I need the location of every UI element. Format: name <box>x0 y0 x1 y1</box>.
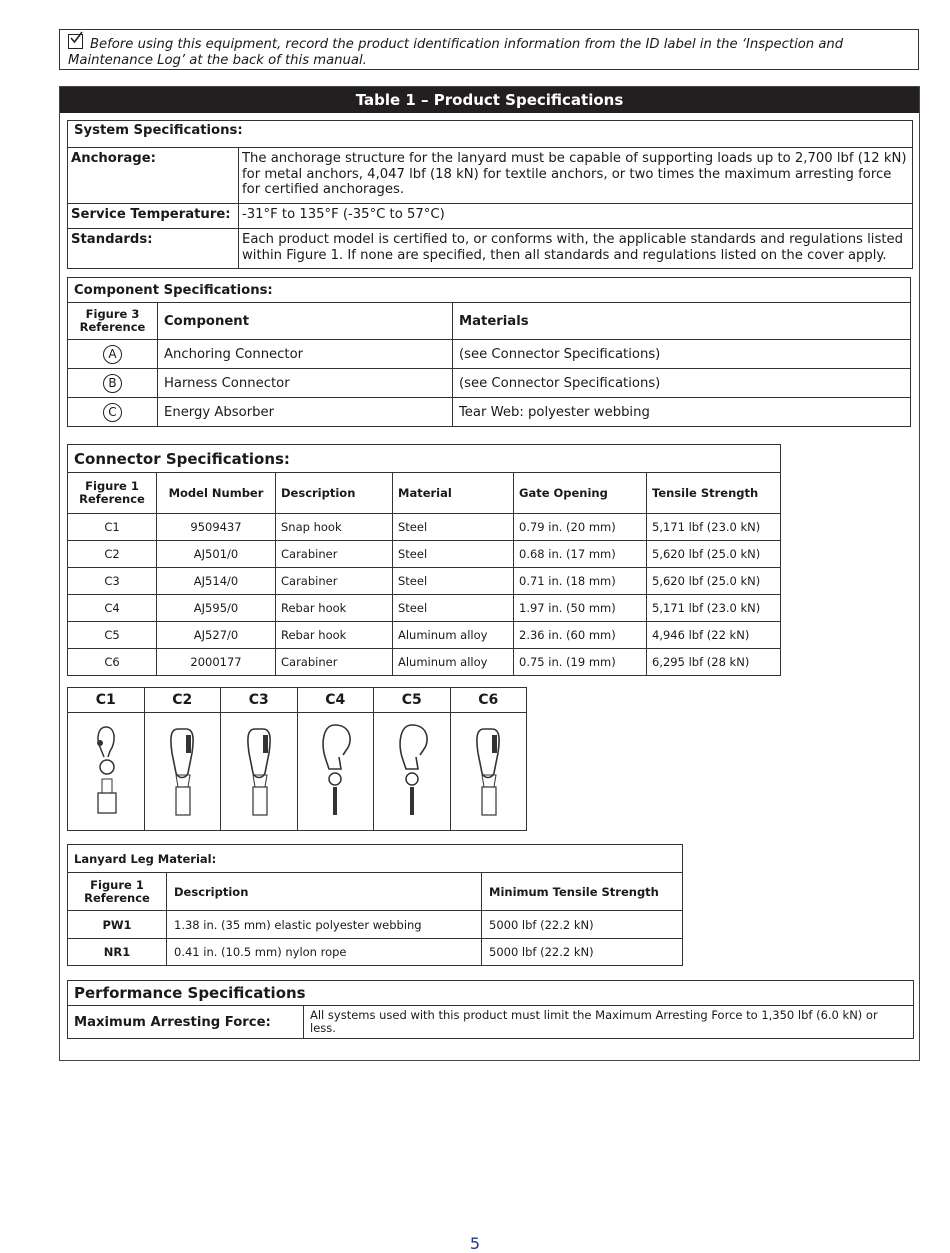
connector-image-cell <box>144 713 221 831</box>
pre-use-note <box>59 29 919 70</box>
connector-image-cell <box>68 713 145 831</box>
connector-image-label: C2 <box>144 688 221 713</box>
table-row <box>68 148 913 204</box>
rebar-hook-icon <box>382 717 442 822</box>
gate-opening-cell: 0.79 in. (20 mm) <box>514 514 647 541</box>
row-value: -31°F to 135°F (-35°C to 57°C) <box>239 204 913 229</box>
table-row <box>68 514 781 541</box>
table-row <box>68 939 683 966</box>
gate-opening-cell: 0.75 in. (19 mm) <box>514 649 647 676</box>
model-number-cell: AJ595/0 <box>157 595 276 622</box>
gate-opening-cell: 1.97 in. (50 mm) <box>514 595 647 622</box>
carabiner-icon <box>458 717 518 822</box>
table-row <box>68 595 781 622</box>
table-row <box>68 568 781 595</box>
model-number-cell: AJ501/0 <box>157 541 276 568</box>
product-specifications-panel <box>59 86 920 1061</box>
connector-image-cell <box>374 713 451 831</box>
column-header: Figure 1 Reference <box>68 873 167 911</box>
reference-cell <box>68 369 158 398</box>
row-label: Standards: <box>68 229 239 269</box>
gate-opening-cell: 2.36 in. (60 mm) <box>514 622 647 649</box>
table-title: Table 1 – Product Specifications <box>60 87 919 113</box>
material-cell: Aluminum alloy <box>393 649 514 676</box>
column-header: Description <box>167 873 482 911</box>
column-header: Figure 1 Reference <box>68 473 157 514</box>
tensile-strength-cell: 5,171 lbf (23.0 kN) <box>647 514 781 541</box>
column-header: Component <box>158 303 453 340</box>
page-number: 5 <box>469 1234 481 1253</box>
connector-specifications-table <box>67 444 781 676</box>
row-value: The anchorage structure for the lanyard must be capable of supporting loads up to 2,700 lbf (12 kN) for metal anchors, 4,047 lbf (18 kN) for textile anchors, or two times the maximum arresting force for certified anchorages. <box>239 148 913 204</box>
lanyard-leg-material-title: Lanyard Leg Material: <box>68 845 683 873</box>
connector-images-table <box>67 687 527 831</box>
material-cell: Aluminum alloy <box>393 622 514 649</box>
strength-cell: 5000 lbf (22.2 kN) <box>482 939 683 966</box>
snap-hook-icon <box>76 717 136 822</box>
table-row <box>68 1006 914 1039</box>
component-specifications-title: Component Specifications: <box>68 278 911 303</box>
material-cell: (see Connector Specifications) <box>453 369 911 398</box>
tensile-strength-cell: 5,620 lbf (25.0 kN) <box>647 541 781 568</box>
component-cell: Harness Connector <box>158 369 453 398</box>
model-number-cell: AJ527/0 <box>157 622 276 649</box>
image-labels-row <box>68 688 527 713</box>
performance-specifications-title: Performance Specifications <box>68 981 914 1006</box>
table-row <box>68 369 911 398</box>
tensile-strength-cell: 4,946 lbf (22 kN) <box>647 622 781 649</box>
rebar-hook-icon <box>305 717 365 822</box>
tensile-strength-cell: 5,620 lbf (25.0 kN) <box>647 568 781 595</box>
description-cell: Carabiner <box>276 649 393 676</box>
model-number-cell: AJ514/0 <box>157 568 276 595</box>
table-row <box>68 541 781 568</box>
reference-cell: C4 <box>68 595 157 622</box>
reference-cell: C6 <box>68 649 157 676</box>
table-header-row <box>68 473 781 514</box>
table-row <box>68 398 911 427</box>
model-number-cell: 2000177 <box>157 649 276 676</box>
pre-use-note-text: Before using this equipment, record the product identification information from the ID label in the ‘Inspection and Maintenance Log’ at the back of this manual. <box>68 37 844 68</box>
material-cell: Steel <box>393 595 514 622</box>
connector-image-cell <box>221 713 298 831</box>
reference-cell: PW1 <box>68 911 167 939</box>
connector-image-label: C4 <box>297 688 374 713</box>
reference-cell: NR1 <box>68 939 167 966</box>
description-cell: Rebar hook <box>276 595 393 622</box>
reference-cell: C1 <box>68 514 157 541</box>
material-cell: Tear Web: polyester webbing <box>453 398 911 427</box>
gate-opening-cell: 0.71 in. (18 mm) <box>514 568 647 595</box>
table-row <box>68 622 781 649</box>
connector-image-label: C1 <box>68 688 145 713</box>
table-row <box>68 204 913 229</box>
row-label: Anchorage: <box>68 148 239 204</box>
performance-specifications-table <box>67 980 914 1039</box>
table-row <box>68 649 781 676</box>
connector-image-label: C5 <box>374 688 451 713</box>
checkbox-icon <box>68 34 83 49</box>
row-value: Each product model is certified to, or conforms with, the applicable standards and regulations listed within Figure 1. If none are specified, then all standards and regulations listed on the cover apply. <box>239 229 913 269</box>
connector-image-cell <box>297 713 374 831</box>
description-cell: 1.38 in. (35 mm) elastic polyester webbing <box>167 911 482 939</box>
material-cell: Steel <box>393 514 514 541</box>
row-label: Maximum Arresting Force: <box>68 1006 304 1039</box>
description-cell: Carabiner <box>276 568 393 595</box>
column-header: Materials <box>453 303 911 340</box>
tensile-strength-cell: 5,171 lbf (23.0 kN) <box>647 595 781 622</box>
column-header: Figure 3 Reference <box>68 303 158 340</box>
reference-cell: C2 <box>68 541 157 568</box>
component-cell: Anchoring Connector <box>158 340 453 369</box>
carabiner-icon <box>229 717 289 822</box>
system-specifications-table <box>67 120 913 269</box>
row-value: All systems used with this product must limit the Maximum Arresting Force to 1,350 lbf (6.0 kN) or less. <box>304 1006 914 1039</box>
description-cell: Carabiner <box>276 541 393 568</box>
gate-opening-cell: 0.68 in. (17 mm) <box>514 541 647 568</box>
column-header: Tensile Strength <box>647 473 781 514</box>
column-header: Material <box>393 473 514 514</box>
table-header-row <box>68 303 911 340</box>
circled-reference: A <box>103 345 122 364</box>
material-cell: Steel <box>393 568 514 595</box>
description-cell: 0.41 in. (10.5 mm) nylon rope <box>167 939 482 966</box>
connector-image-label: C3 <box>221 688 298 713</box>
column-header: Gate Opening <box>514 473 647 514</box>
connector-specifications-title: Connector Specifications: <box>68 445 781 473</box>
carabiner-icon <box>152 717 212 822</box>
table-header-row <box>68 873 683 911</box>
table-row <box>68 229 913 269</box>
reference-cell: C3 <box>68 568 157 595</box>
description-cell: Snap hook <box>276 514 393 541</box>
image-row <box>68 713 527 831</box>
system-specifications-title: System Specifications: <box>68 121 913 148</box>
table-row <box>68 911 683 939</box>
description-cell: Rebar hook <box>276 622 393 649</box>
connector-image-label: C6 <box>450 688 527 713</box>
model-number-cell: 9509437 <box>157 514 276 541</box>
column-header: Description <box>276 473 393 514</box>
tensile-strength-cell: 6,295 lbf (28 kN) <box>647 649 781 676</box>
material-cell: (see Connector Specifications) <box>453 340 911 369</box>
reference-cell <box>68 340 158 369</box>
circled-reference: C <box>103 403 122 422</box>
connector-rows <box>68 514 781 676</box>
reference-cell: C5 <box>68 622 157 649</box>
column-header: Model Number <box>157 473 276 514</box>
material-cell: Steel <box>393 541 514 568</box>
column-header: Minimum Tensile Strength <box>482 873 683 911</box>
component-specifications-table <box>67 277 911 427</box>
reference-cell <box>68 398 158 427</box>
component-cell: Energy Absorber <box>158 398 453 427</box>
strength-cell: 5000 lbf (22.2 kN) <box>482 911 683 939</box>
circled-reference: B <box>103 374 122 393</box>
connector-image-cell <box>450 713 527 831</box>
row-label: Service Temperature: <box>68 204 239 229</box>
table-row <box>68 340 911 369</box>
lanyard-leg-material-table <box>67 844 683 966</box>
